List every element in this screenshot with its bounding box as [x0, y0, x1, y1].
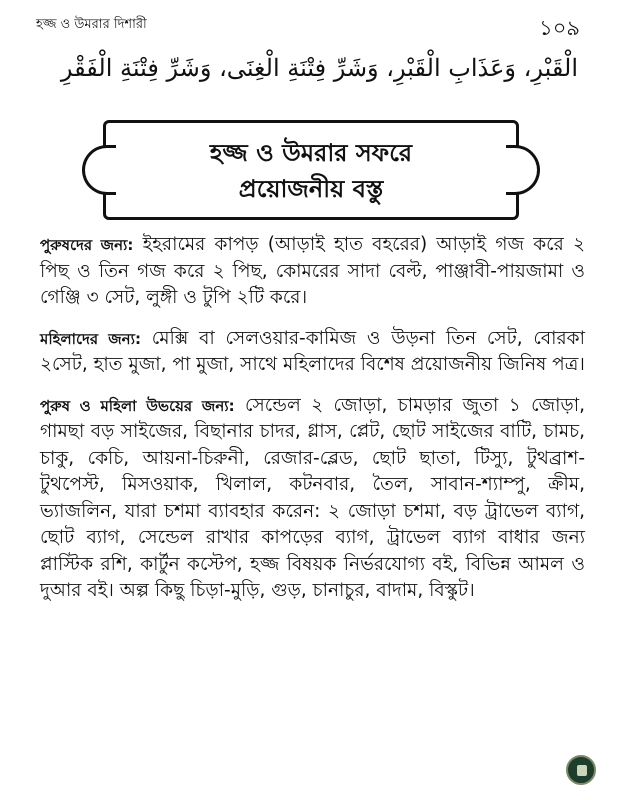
- section-title: [106, 135, 516, 207]
- running-title: হজ্জ ও উমরার দিশারী: [36, 17, 147, 32]
- paragraph-label: পুরুষ ও মহিলা উভয়ের জন্য:: [40, 396, 235, 415]
- page-number: ১০৯: [539, 16, 580, 40]
- page-header: [0, 0, 622, 40]
- paragraph-text: মেক্সি বা সেলওয়ার-কামিজ ও উড়না তিন সেট, বোরকা ২সেট, হাত মুজা, পা মুজা, সাথে মহিলাদের বিশেষ প্রয়োজনীয় জিনিষ পত্র।: [40, 327, 585, 375]
- paragraph-label: পুরুষদের জন্য:: [40, 236, 134, 254]
- body-content: [40, 232, 585, 619]
- app-logo-badge-icon[interactable]: [566, 755, 596, 785]
- paragraph-text: সেন্ডেল ২ জোড়া, চামড়ার জুতা ১ জোড়া, গামছা বড় সাইজের, বিছানার চাদর, গ্লাস, প্লেট, ছোট সাইজের বাটি, চামচ, চাকু, কেচি, আয়না-চিরুনী, রেজার-ব্লেড, ছোট ছাতা, টিস্যু, টুথব্রাশ-টুথপেস্ট, মিসওয়াক, খিলাল, কটনবার, তৈল, সাবান-শ্যাম্পু, ক্রীম, ভ্যাজলিন, যারা চশমা ব্যাবহার করেন: ২ জোড়া চশমা, বড় ট্রাভেল ব্যাগ, ছোট ব্যাগ, সেন্ডেল রাখার কাপড়ের ব্যাগ, ট্রাভেল ব্যাগ বাধার জন্য প্লাস্টিক রশি, কার্টুন কস্টেপ, হজ্জ বিষয়ক নির্ভরযোগ্য বই, বিভিন্ন আমল ও দুআর বই। অল্প কিছু চিড়া-মুড়ি, গুড়, চানাচুর, বাদাম, বিস্কুট।: [40, 394, 585, 601]
- arabic-dua-line: الْقَبْرِ، وَعَذَابِ الْقَبْرِ، وَشَرِّ فِتْنَةِ الْغِنَى، وَشَرِّ فِتْنَةِ الْفَقْرِ: [60, 54, 578, 82]
- paragraph-women: [40, 326, 585, 379]
- section-title-line-1: হজ্জ ও উমরার সফরে: [209, 139, 413, 167]
- paragraph-men: [40, 232, 585, 312]
- paragraph-both: [40, 393, 585, 605]
- paragraph-label: মহিলাদের জন্য:: [40, 329, 141, 348]
- section-title-frame: [103, 120, 519, 220]
- section-title-line-2: প্রয়োজনীয় বস্তু: [238, 175, 384, 203]
- paragraph-text: ইহরামের কাপড় (আড়াই হাত বহরের) আড়াই গজ করে ২ পিছ ও তিন গজ করে ২ পিছ, কোমরের সাদা বেল্ট, পাঞ্জাবী-পায়জামা ও গেঞ্জি ৩ সেট, লুঙ্গী ও টুপি ২টি করে।: [40, 234, 585, 308]
